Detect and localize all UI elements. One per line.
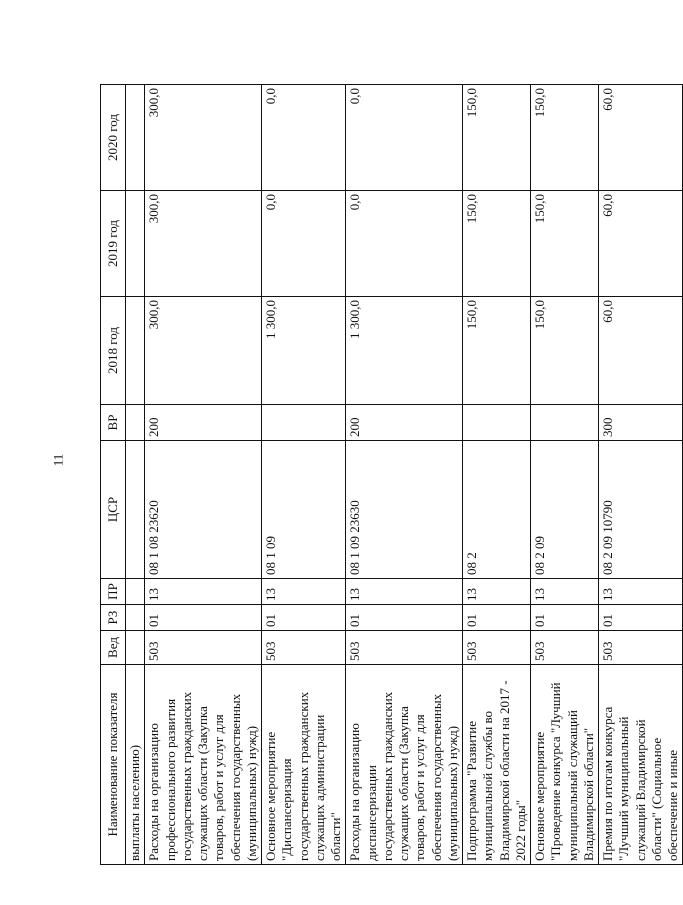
cell-rz xyxy=(126,605,145,631)
cell-name: выплаты населению) xyxy=(126,665,145,865)
cell-rz: 01 xyxy=(346,605,463,631)
cell-2018: 1 300,0 xyxy=(346,297,463,405)
cell-2018: 150,0 xyxy=(463,297,531,405)
header-2019: 2019 год xyxy=(101,191,126,297)
cell-2020: 150,0 xyxy=(463,85,531,191)
cell-pr: 13 xyxy=(463,579,531,605)
cell-csr: 08 1 09 xyxy=(262,441,346,579)
cell-rz: 01 xyxy=(531,605,599,631)
table-row xyxy=(145,85,262,865)
cell-rz: 01 xyxy=(463,605,531,631)
header-2020: 2020 год xyxy=(101,85,126,191)
cell-2018: 300,0 xyxy=(145,297,262,405)
cell-2019: 300,0 xyxy=(145,191,262,297)
cell-ved: 503 xyxy=(262,631,346,665)
cell-2020: 300,0 xyxy=(145,85,262,191)
cell-2020: 0,0 xyxy=(346,85,463,191)
cell-csr xyxy=(126,441,145,579)
cell-ved xyxy=(126,631,145,665)
cell-name: Основное мероприятие "Диспансеризация государственных гражданских служащих администрации области" xyxy=(262,665,346,865)
cell-pr xyxy=(126,579,145,605)
cell-ved: 503 xyxy=(145,631,262,665)
cell-ved: 503 xyxy=(599,631,683,665)
cell-name: Расходы на организацию диспансеризации государственных гражданских служащих области (Закупка товаров, работ и услуг для обеспечения государственных (муниципальных) нужд) xyxy=(346,665,463,865)
cell-vr xyxy=(463,405,531,441)
cell-vr xyxy=(262,405,346,441)
cell-pr: 13 xyxy=(599,579,683,605)
cell-pr: 13 xyxy=(531,579,599,605)
header-rz: РЗ xyxy=(101,605,126,631)
cell-ved: 503 xyxy=(346,631,463,665)
cell-csr: 08 1 08 23620 xyxy=(145,441,262,579)
cell-csr: 08 2 09 xyxy=(531,441,599,579)
header-vr: ВР xyxy=(101,405,126,441)
table-row xyxy=(346,85,463,865)
cell-2019: 150,0 xyxy=(531,191,599,297)
cell-2020: 0,0 xyxy=(262,85,346,191)
cell-2019: 60,0 xyxy=(599,191,683,297)
budget-table xyxy=(100,84,683,865)
cell-name: Премия по итогам конкурса "Лучший муниципальный служащий Владимирской области" (Социальное обеспечение и иные xyxy=(599,665,683,865)
header-csr: ЦСР xyxy=(101,441,126,579)
cell-2019: 0,0 xyxy=(346,191,463,297)
cell-pr: 13 xyxy=(262,579,346,605)
cell-vr xyxy=(531,405,599,441)
cell-2020: 60,0 xyxy=(599,85,683,191)
cell-2018: 150,0 xyxy=(531,297,599,405)
cell-pr: 13 xyxy=(145,579,262,605)
cell-2020 xyxy=(126,85,145,191)
cell-csr: 08 1 09 23630 xyxy=(346,441,463,579)
header-ved: Вед xyxy=(101,631,126,665)
cell-2020: 150,0 xyxy=(531,85,599,191)
cell-ved: 503 xyxy=(463,631,531,665)
table-row xyxy=(531,85,599,865)
cell-name: Расходы на организацию профессионального развития государственных гражданских служащих области (Закупка товаров, работ и услуг для обеспечения государственных (муниципальных) нужд) xyxy=(145,665,262,865)
cell-vr: 200 xyxy=(145,405,262,441)
cell-csr: 08 2 09 10790 xyxy=(599,441,683,579)
cell-vr: 200 xyxy=(346,405,463,441)
cell-2019 xyxy=(126,191,145,297)
table-row xyxy=(262,85,346,865)
cell-name: Основное мероприятие "Проведение конкурса "Лучший муниципальный служащий Владимирской области" xyxy=(531,665,599,865)
table-row xyxy=(463,85,531,865)
cell-rz: 01 xyxy=(599,605,683,631)
cell-vr xyxy=(126,405,145,441)
cell-csr: 08 2 xyxy=(463,441,531,579)
rotated-table-container xyxy=(100,85,680,865)
cell-pr: 13 xyxy=(346,579,463,605)
page-number: 11 xyxy=(50,453,66,467)
table-row xyxy=(599,85,683,865)
cell-name: Подпрограмма "Развитие муниципальной службы во Владимирской области на 2017 - 2022 годы" xyxy=(463,665,531,865)
cell-2018: 1 300,0 xyxy=(262,297,346,405)
cell-rz: 01 xyxy=(145,605,262,631)
header-pr: ПР xyxy=(101,579,126,605)
cell-2019: 150,0 xyxy=(463,191,531,297)
cell-rz: 01 xyxy=(262,605,346,631)
cell-ved: 503 xyxy=(531,631,599,665)
table-header-row xyxy=(101,85,126,865)
cell-2018: 60,0 xyxy=(599,297,683,405)
header-name: Наименование показателя xyxy=(101,665,126,865)
table-row xyxy=(126,85,145,865)
cell-2018 xyxy=(126,297,145,405)
cell-2019: 0,0 xyxy=(262,191,346,297)
header-2018: 2018 год xyxy=(101,297,126,405)
cell-vr: 300 xyxy=(599,405,683,441)
